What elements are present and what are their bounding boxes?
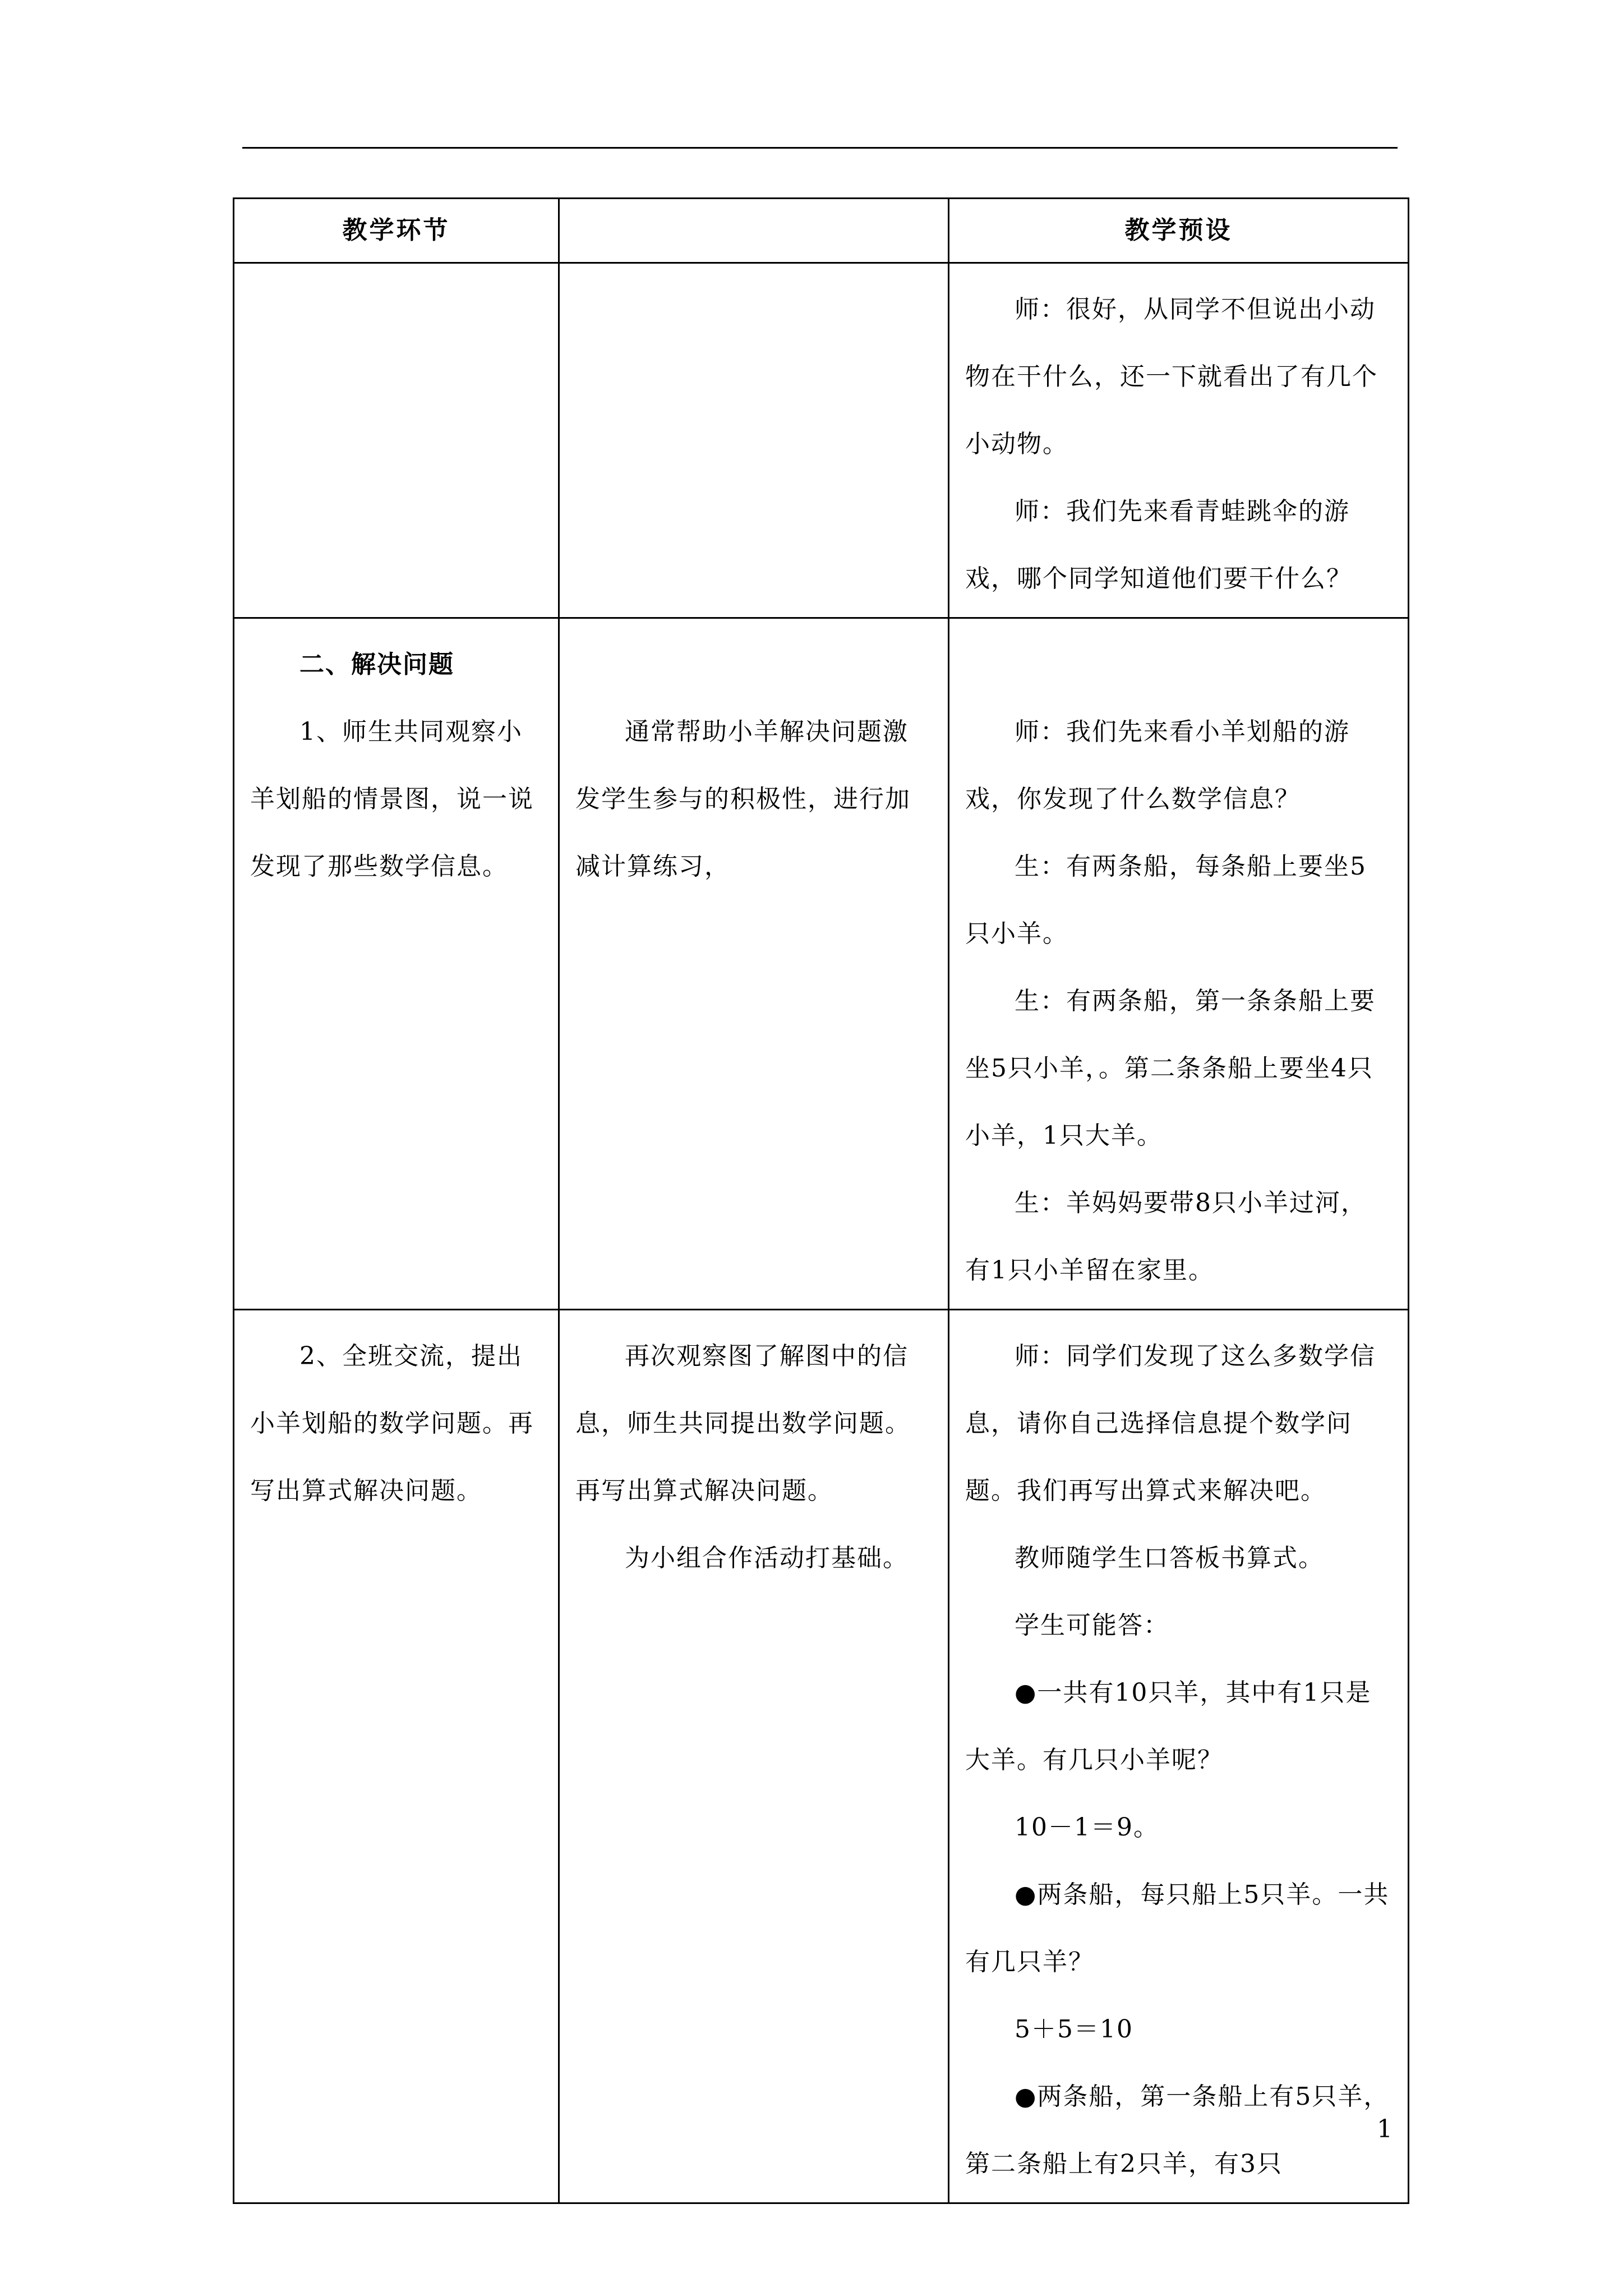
header-rule bbox=[242, 147, 1398, 149]
paragraph: 生：羊妈妈要带8只小羊过河，有1只小羊留在家里。 bbox=[965, 1189, 1367, 1285]
paragraph: ●两条船，第一条船上有5只羊，第二条船上有2只羊，有3只 bbox=[965, 2082, 1390, 2178]
paragraph: ●一共有10只羊，其中有1只是大羊。有几只小羊呢？ bbox=[965, 1678, 1372, 1774]
row1-stage-cell bbox=[234, 263, 559, 618]
paragraph: 生：有两条船，第一条条船上要坐5只小羊，。第二条条船上要坐4只小羊，1只大羊。 bbox=[965, 987, 1376, 1150]
paragraph: 5＋5＝10 bbox=[1015, 2015, 1133, 2044]
row2-intent-cell bbox=[559, 618, 949, 1310]
row2-plan-cell bbox=[949, 618, 1409, 1310]
row3-stage-cell bbox=[234, 1310, 559, 2203]
lesson-plan-table bbox=[233, 197, 1409, 2204]
header-teaching-plan: 教学预设 bbox=[949, 199, 1409, 263]
paragraph: 2、全班交流，提出小羊划船的数学问题。再写出算式解决问题。 bbox=[250, 1342, 534, 1505]
header-design-intent bbox=[559, 199, 949, 263]
row2-stage-cell bbox=[234, 618, 559, 1310]
paragraph: 10－1＝9。 bbox=[1015, 1813, 1159, 1842]
paragraph: 为小组合作活动打基础。 bbox=[625, 1544, 909, 1572]
table-row bbox=[234, 1310, 1409, 2203]
paragraph: 师：我们先来看小羊划船的游戏，你发现了什么数学信息？ bbox=[965, 717, 1350, 813]
paragraph: 师：我们先来看青蛙跳伞的游戏，哪个同学知道他们要干什么？ bbox=[965, 497, 1352, 593]
paragraph: ●两条船，每只船上5只羊。一共有几只羊？ bbox=[965, 1880, 1390, 1976]
table-header-row bbox=[234, 199, 1409, 263]
paragraph: 1、师生共同观察小羊划船的情景图，说一说发现了那些数学信息。 bbox=[250, 717, 534, 881]
paragraph: 通常帮助小羊解决问题激发学生参与的积极性，进行加减计算练习， bbox=[575, 717, 911, 881]
page-number: 1 bbox=[1377, 2115, 1393, 2143]
table-row bbox=[234, 263, 1409, 618]
paragraph: 再次观察图了解图中的信息，师生共同提出数学问题。再写出算式解决问题。 bbox=[575, 1342, 911, 1505]
paragraph: 学生可能答： bbox=[1015, 1611, 1169, 1640]
row1-plan-cell bbox=[949, 263, 1409, 618]
paragraph: 教师随学生口答板书算式。 bbox=[1015, 1544, 1324, 1572]
section-title: 二、解决问题 bbox=[299, 650, 454, 679]
row1-intent-cell bbox=[559, 263, 949, 618]
paragraph: 师：同学们发现了这么多数学信息，请你自己选择信息提个数学问题。我们再写出算式来解决吧。 bbox=[965, 1342, 1376, 1505]
paragraph: 生：有两条船，每条船上要坐5只小羊。 bbox=[965, 852, 1367, 948]
paragraph: 师：很好，从同学不但说出小动物在干什么，还一下就看出了有几个小动物。 bbox=[965, 295, 1378, 458]
row3-intent-cell bbox=[559, 1310, 949, 2203]
header-teaching-stage: 教学环节 bbox=[234, 199, 559, 263]
row3-plan-cell bbox=[949, 1310, 1409, 2203]
table-row bbox=[234, 618, 1409, 1310]
